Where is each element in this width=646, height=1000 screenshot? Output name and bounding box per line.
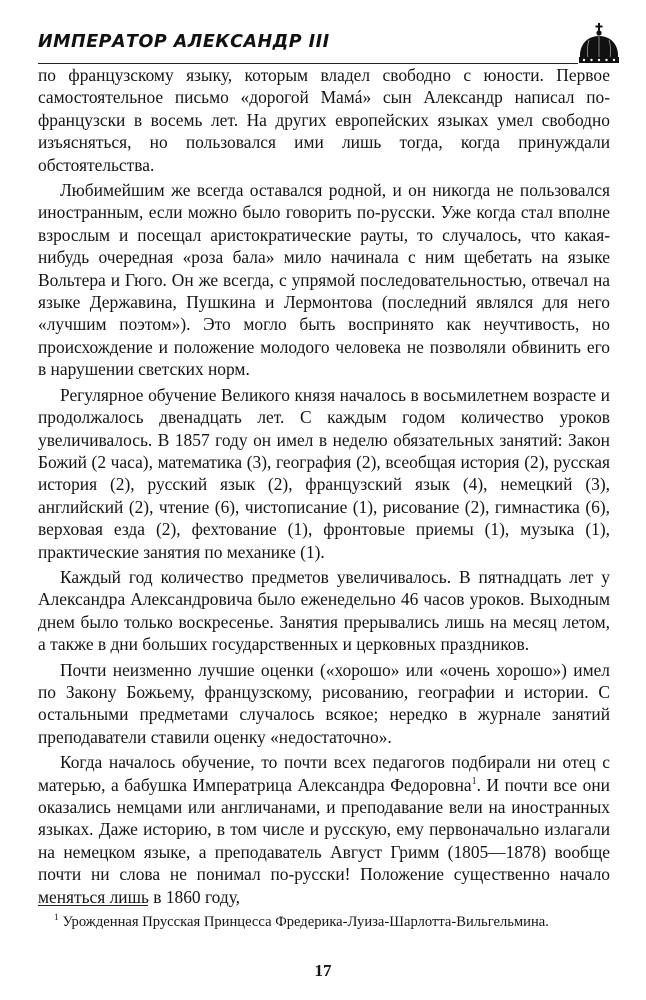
running-head	[24, 22, 624, 66]
footnote-mark: 1	[54, 912, 59, 923]
paragraph-6	[38, 751, 610, 908]
page-number: 17	[314, 961, 332, 980]
footnote	[38, 912, 610, 932]
paragraph-4: Каждый год количество предметов увеличивалось. В пятнадцать лет у Александра Александровича было еженедельно 46 часов уроков. Выходным днем было только воскресенье. Занятия прерывались лишь на месяц летом, а также в дни больших государственных и церковных праздников.	[38, 566, 610, 655]
body-text	[38, 64, 610, 908]
paragraph-1: по французскому языку, которым владел свободно с юности. Первое самостоятельное письмо «дорогой Мамá» сын Александр написал по-французски в восемь лет. На других европейских языках умел свободно изъясняться, но пользовался ими лишь тогда, когда принуждали обстоятельства.	[38, 65, 610, 175]
paragraph-6-text-continued: . И почти все они оказались немцами или англичанами, и преподавание вели на иностранных языках. Даже историю, в том числе и русскую, ему первоначально излагали на немецком языке, а преподаватель Август Гримм (1805—1878) вообще почти ни слова не понимал по-русски! Положение существенно начало меняться лишь в 1860 году,	[38, 774, 610, 907]
footnote-reference[interactable]: 1	[471, 775, 477, 787]
footnote-rule	[38, 905, 148, 906]
running-title: ИМПЕРАТОР АЛЕКСАНДР III	[38, 32, 330, 52]
paragraph-5: Почти неизменно лучшие оценки («хорошо» или «очень хорошо») имел по Закону Божьему, французскому, рисованию, географии и истории. С остальными предметами случалось всякое; нередко в журнале занятий преподаватели ставили оценку «недостаточно».	[38, 659, 610, 747]
footnote-text: Урожденная Прусская Принцесса Фредерика-Луиза-Шарлотта-Вильгельмина.	[62, 914, 549, 930]
paragraph-3: Регулярное обучение Великого князя началось в восьмилетнем возрасте и продолжалось двенадцать лет. С каждым годом количество уроков увеличивалось. В 1857 году он имел в неделю обязательных занятий: Закон Божий (2 часа), математика (3), география (2), всеобщая история (2), русская история (2), русский язык (2), французский язык (4), немецкий (3), английский (2), чтение (6), чистописание (1), рисование (2), гимнастика (6), верховая езда (2), фехтование (1), фронтовые приемы (1), музыка (1), практические занятия по механике (1).	[38, 384, 610, 562]
crown-icon	[574, 22, 624, 66]
paragraph-2: Любимейшим же всегда оставался родной, и он никогда не пользовался иностранным, если можно было говорить по-русски. Уже когда стал вполне взрослым и посещал аристократические рауты, то случалось, что какая-нибудь очередная «роза бала» мило начинала с ним щебетать на языке Вольтера и Гюго. Он же всегда, с упрямой последовательностью, отвечал на языке Державина, Пушкина и Лермонтова (последний являлся для него «лучшим поэтом»). Это могло быть воспринято как неучтивость, но происхождение и положение молодого человека не позволяли обвинить его в нарушении светских норм.	[38, 180, 610, 380]
paragraph-6-text: Когда началось обучение, то почти всех педагогов подбирали ни отец с матерью, а бабушка Императрица Александра Федоровна	[38, 752, 610, 795]
